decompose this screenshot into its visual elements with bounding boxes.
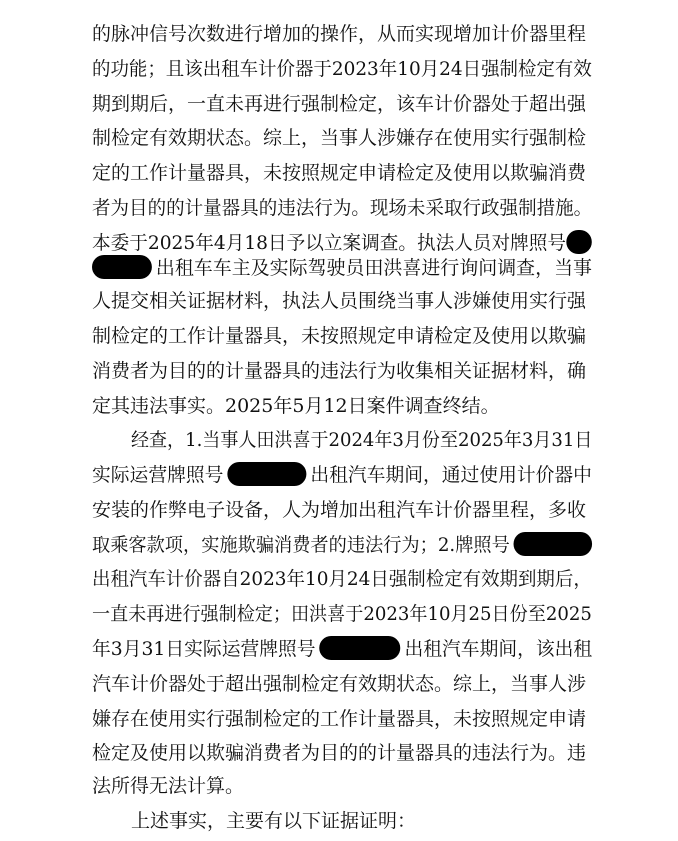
text-line [131,422,592,458]
text-line [92,155,586,191]
text-run: 取乘客款项，实施欺骗消费者的违法行为；2.牌照号 [92,533,510,556]
text-run: 者为目的的计量器具的违法行为。现场未采取行政强制措施。 [92,196,593,219]
text-run: 出租汽车计价器自2023年10月24日强制检定有效期到期后， [92,568,592,591]
text-line [92,190,592,226]
text-line [92,283,586,319]
text-line [92,631,592,667]
text-line [92,353,586,389]
text-line [92,51,592,87]
text-line [92,701,586,737]
text-line [92,457,592,493]
text-line [92,596,592,632]
text-line [92,492,586,528]
text-run: 的功能；且该出租车计价器于2023年10月24日强制检定有效 [92,57,592,80]
text-run: 制检定的工作计量器具，未按照规定申请检定及使用以欺骗 [92,325,587,347]
text-run: 消费者为目的的计量器具的违法行为收集相关证据材料，确 [92,359,587,382]
text-run: 出租汽车期间，通过使用计价器中 [310,464,592,487]
text-line [92,86,586,122]
text-line [131,803,416,839]
redaction-block [320,636,401,660]
text-run: 检定及使用以欺骗消费者为目的的计量器具的违法行为。违 [92,742,587,765]
text-run: 嫌存在使用实行强制检定的工作计量器具，未按照规定申请 [92,707,587,730]
text-line [92,250,592,286]
text-run: 定的工作计量器具，未按照规定申请检定及使用以欺骗消费 [92,162,587,185]
text-run: 的脉冲信号次数进行增加的操作，从而实现增加计价器里程 [92,23,587,45]
text-run: 出租汽车期间，该出租 [404,638,593,660]
text-line [92,388,500,424]
text-run: 实际运营牌照号 [92,464,224,487]
redaction-block [227,462,306,486]
text-line [92,120,586,156]
text-run: 人提交相关证据材料，执法人员围绕当事人涉嫌使用实行强 [92,290,587,313]
redaction-block [92,255,152,279]
text-line [92,16,586,52]
text-run: 本委于2025年4月18日予以立案调查。执法人员对牌照号 [92,231,566,254]
text-run: 定其违法事实。2025年5月12日案件调查终结。 [92,394,500,417]
text-run: 一直未再进行强制检定；田洪喜于2023年10月25日份至2025 [92,603,592,626]
text-run: 经查，1.当事人田洪喜于2024年3月份至2025年3月31日 [131,429,593,452]
text-line [92,561,592,597]
text-line [92,666,586,702]
text-run: 出租车车主及实际驾驶员田洪喜进行询问调查，当事 [155,257,593,280]
text-run: 法所得无法计算。 [92,775,245,798]
redaction-block [514,532,593,556]
text-run: 安装的作弊电子设备，人为增加出租汽车计价器里程，多收 [92,498,587,521]
text-run: 制检定有效期状态。综上，当事人涉嫌存在使用实行强制检 [92,127,587,150]
text-run: 上述事实，主要有以下证据证明： [131,810,417,832]
text-run: 汽车计价器处于超出强制检定有效期状态。综上，当事人涉 [92,672,587,695]
text-run: 年3月31日实际运营牌照号 [92,638,316,660]
text-line [92,318,586,354]
text-line [92,768,244,804]
text-line [92,735,586,771]
text-run: 期到期后，一直未再进行强制检定，该车计价器处于超出强 [92,92,587,115]
text-line [92,527,592,563]
